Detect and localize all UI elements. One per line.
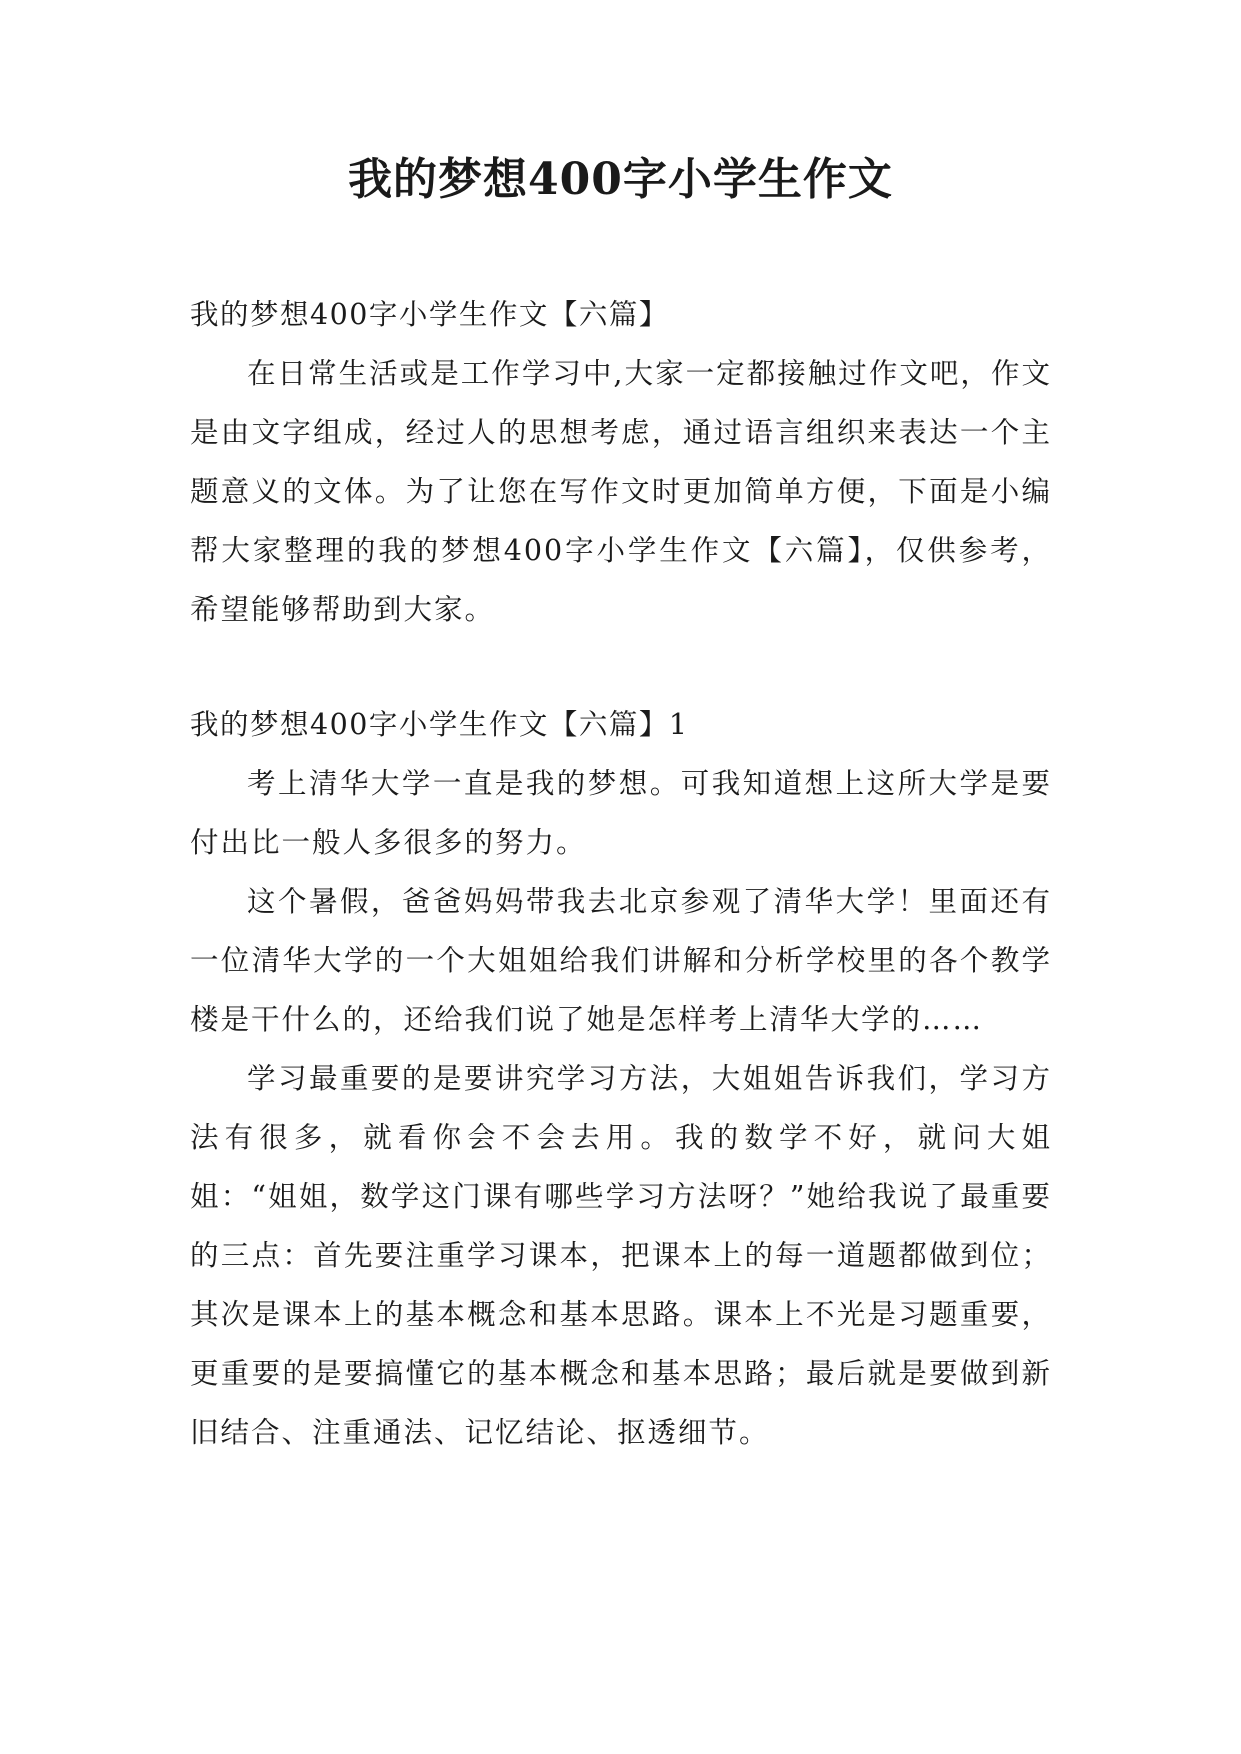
intro-heading: 我的梦想400字小学生作文【六篇】 [190,298,669,331]
section-1-paragraph-1: 考上清华大学一直是我的梦想。可我知道想上这所大学是要付出比一般人多很多的努力。 [190,767,1052,859]
section-spacer [190,639,1052,695]
section-1-paragraph-2: 这个暑假，爸爸妈妈带我去北京参观了清华大学！里面还有一位清华大学的一个大姐姐给我们讲解和分析学校里的各个教学楼是干什么的，还给我们说了她是怎样考上清华大学的…… [190,885,1052,1036]
section-1-heading: 我的梦想400字小学生作文【六篇】1 [190,708,689,741]
document-body [190,285,1052,1462]
document-title: 我的梦想400字小学生作文 [348,154,893,205]
section-1-paragraph-3: 学习最重要的是要讲究学习方法，大姐姐告诉我们，学习方法有很多，就看你会不会去用。我的数学不好，就问大姐姐：“姐姐，数学这门课有哪些学习方法呀？”她给我说了最重要的三点：首先要注重学习课本，把课本上的每一道题都做到位；其次是课本上的基本概念和基本思路。课本上不光是习题重要，更重要的是要搞懂它的基本概念和基本思路；最后就是要做到新旧结合、注重通法、记忆结论、抠透细节。 [190,1062,1052,1449]
intro-paragraph: 在日常生活或是工作学习中,大家一定都接触过作文吧，作文是由文字组成，经过人的思想考虑，通过语言组织来表达一个主题意义的文体。为了让您在写作文时更加简单方便，下面是小编帮大家整理的我的梦想400字小学生作文【六篇】，仅供参考，希望能够帮助到大家。 [190,357,1052,626]
